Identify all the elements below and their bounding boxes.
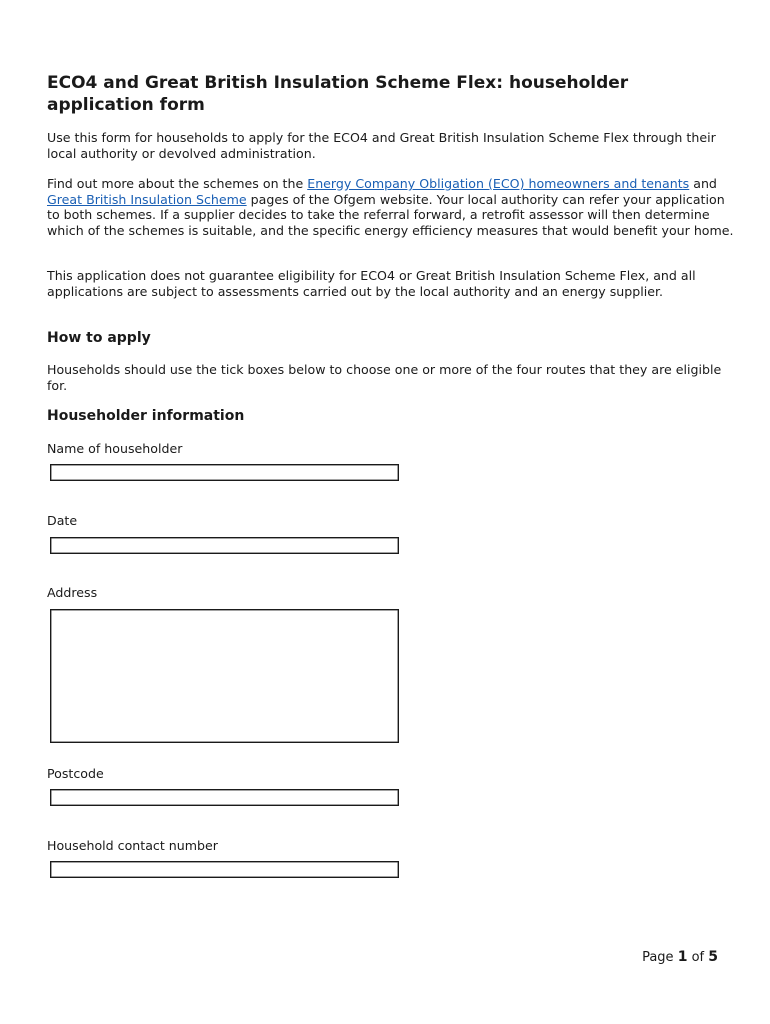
current-page: 1: [677, 949, 688, 965]
find-out-middle: and: [689, 176, 717, 191]
name-input[interactable]: [50, 464, 399, 481]
contact-input[interactable]: [50, 861, 399, 878]
postcode-label: Postcode: [47, 766, 104, 781]
find-out-paragraph: [47, 176, 737, 238]
date-input[interactable]: [50, 537, 399, 554]
date-label: Date: [47, 513, 78, 528]
find-out-prefix: Find out more about the schemes on the: [47, 176, 308, 191]
great-british-insulation-link[interactable]: Great British Insulation Scheme: [47, 191, 247, 207]
intro-paragraph: Use this form for households to apply for the ECO4 and Great British Insulation Scheme Flex through their local authority or devolved administration.: [47, 130, 716, 161]
page-word: Page: [642, 950, 674, 965]
how-to-apply-text: Households should use the tick boxes below to choose one or more of the four routes that they are eligible for.: [47, 362, 722, 393]
householder-info-heading: Householder information: [47, 408, 245, 424]
contact-label: Household contact number: [47, 838, 218, 853]
postcode-input[interactable]: [50, 789, 399, 806]
eco-homeowners-link[interactable]: Energy Company Obligation (ECO) homeowners and tenants: [307, 176, 690, 191]
how-to-apply-heading: How to apply: [47, 330, 151, 346]
eligibility-paragraph: This application does not guarantee eligibility for ECO4 or Great British Insulation Scheme Flex, and all applications are subject to assessments carried out by the local authority and an energy supplier.: [47, 268, 696, 299]
name-label: Name of householder: [47, 441, 183, 456]
total-pages: 5: [708, 949, 718, 965]
find-out-suffix: pages of the Ofgem website. Your local authority can refer your application to both schemes. If a supplier decides to take the referral forward, a retrofit assessor will then determine which of the schemes is suitable, and the specific energy efficiency measures that would benefit your home.: [47, 191, 734, 238]
page-number: [642, 949, 718, 965]
address-input[interactable]: [50, 609, 399, 743]
address-label: Address: [47, 585, 98, 600]
page-title: ECO4 and Great British Insulation Scheme Flex: householder application form: [47, 73, 629, 115]
of-word: of: [691, 950, 705, 965]
